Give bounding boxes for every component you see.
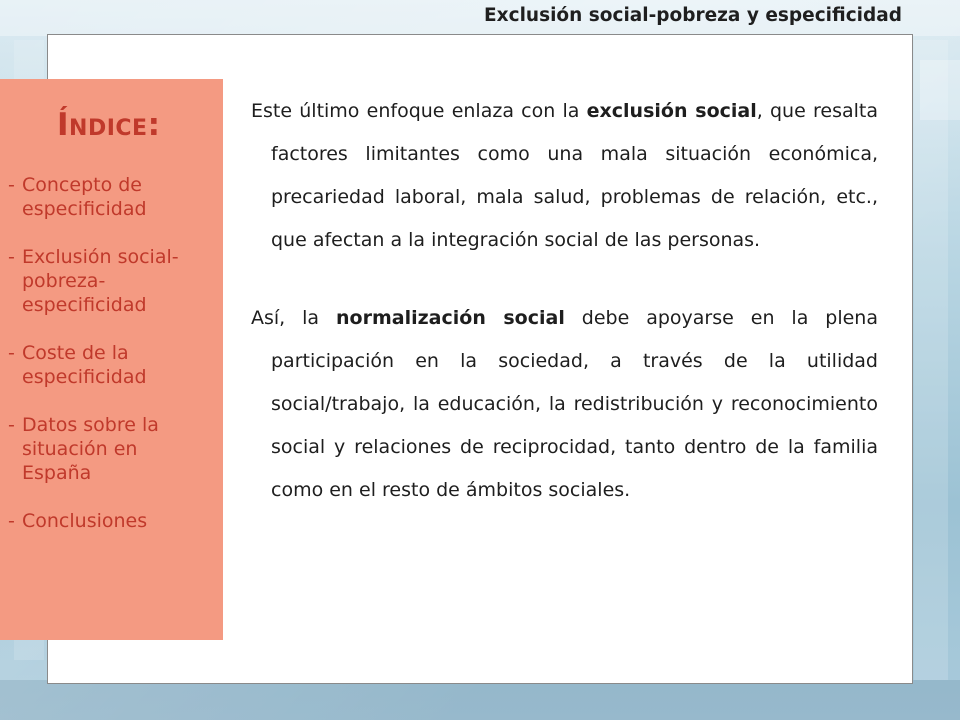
index-item-label: Coste de la especificidad <box>22 342 147 388</box>
index-item-label: Exclusión social- pobreza- especificidad <box>22 246 179 316</box>
paragraph-normalizacion <box>251 297 878 512</box>
background-tile-corner <box>920 60 960 120</box>
index-item-coste[interactable] <box>8 341 223 389</box>
index-item-label: Conclusiones <box>22 510 148 532</box>
list-dash: - <box>8 174 15 196</box>
list-dash: - <box>8 246 15 268</box>
list-dash: - <box>8 342 15 364</box>
index-list <box>8 173 223 533</box>
index-title: Índice: <box>57 107 161 143</box>
body-text <box>251 90 878 547</box>
paragraph-text: , que resalta factores limitantes como una mala situación económica, precariedad laboral, mala salud, problemas de relación, etc., que afectan a la integración social de las personas. <box>271 100 878 251</box>
slide-title: Exclusión social-pobreza y especificidad <box>484 5 902 26</box>
index-item-label: Concepto de especificidad <box>22 174 147 220</box>
index-item-label: Datos sobre la situación en España <box>22 414 159 484</box>
bold-term: normalización social <box>336 307 565 329</box>
index-item-conclusiones[interactable] <box>8 509 223 533</box>
background-band-bottom <box>0 680 960 720</box>
list-dash: - <box>8 414 15 436</box>
paragraph-text: Así, la <box>251 307 337 329</box>
paragraph-text: Este último enfoque enlaza con la <box>251 100 587 122</box>
index-item-exclusion[interactable] <box>8 245 223 317</box>
paragraph-text: debe apoyarse en la plena participación en la sociedad, a través de la utilidad social/trabajo, la educación, la redistribución y reconocimiento social y relaciones de reciprocidad, tanto dentro de la familia como en el resto de ámbitos sociales. <box>271 307 878 501</box>
index-sidebar <box>0 79 223 640</box>
paragraph-exclusion <box>251 90 878 262</box>
background-tile-right <box>914 40 948 680</box>
list-dash: - <box>8 510 15 532</box>
index-item-datos[interactable] <box>8 413 223 485</box>
index-item-concepto[interactable] <box>8 173 223 221</box>
bold-term: exclusión social <box>586 100 757 122</box>
